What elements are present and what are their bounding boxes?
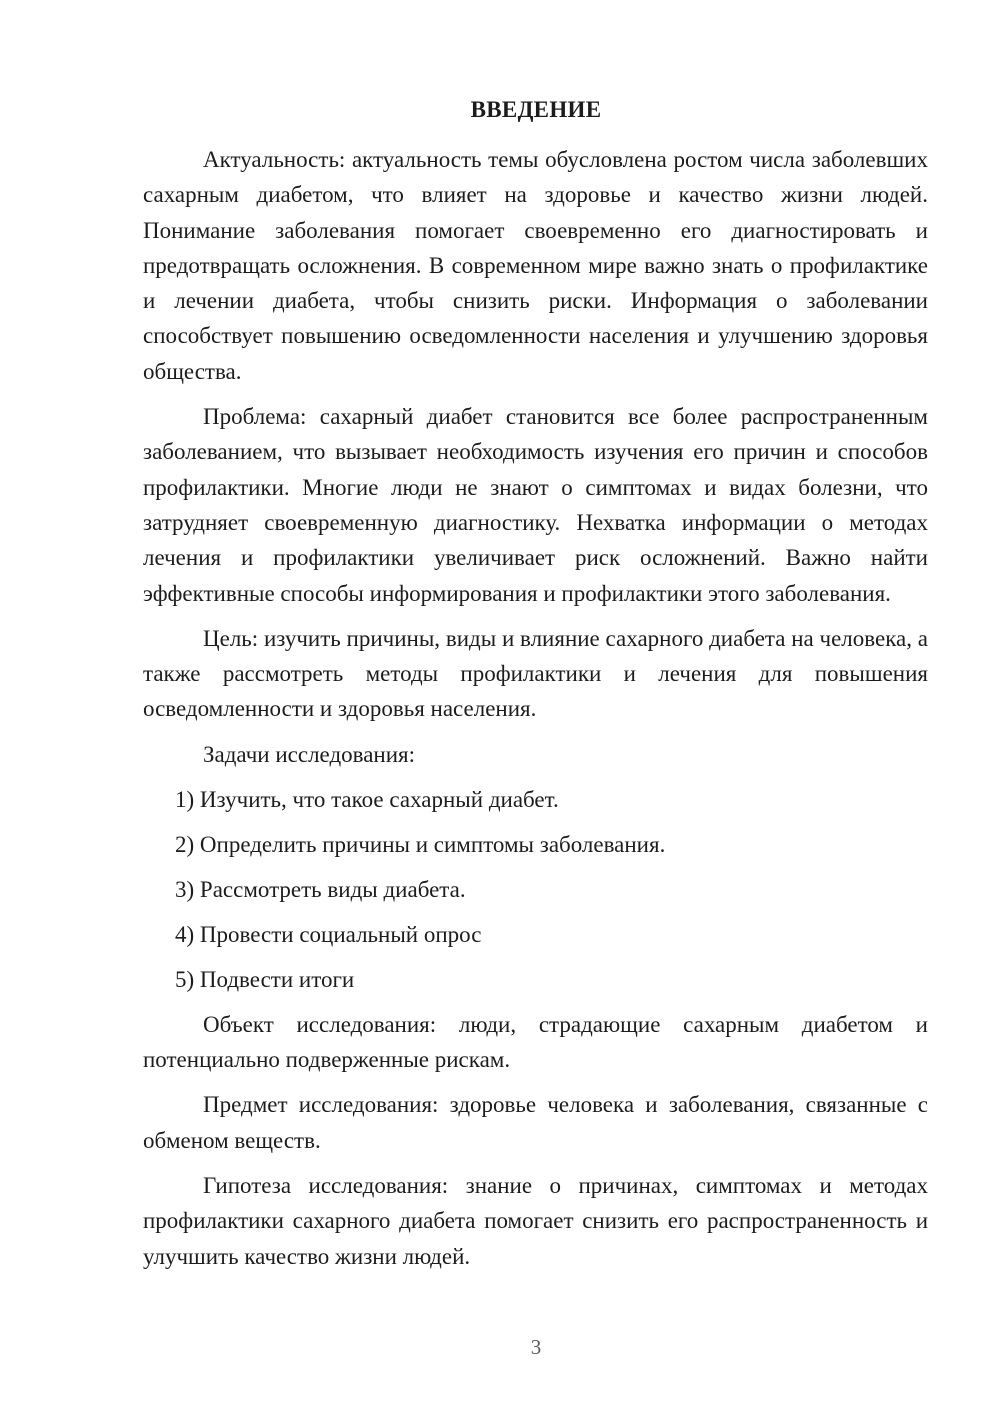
tasks-heading: Задачи исследования:	[203, 741, 416, 767]
list-item: 4) Провести социальный опрос	[175, 921, 482, 947]
paragraph-subject: Предмет исследования: здоровье человека и заболевания, связанные с обменом веществ.	[143, 1092, 928, 1153]
paragraph-relevance: Актуальность: актуальность темы обусловлена ростом числа заболевших сахарным диабетом, что влияет на здоровье и качество жизни людей. Понимание заболевания помогает своевременно его диагностировать и предотвращать осложнения. В современном мире важно знать о профилактике и лечении диабета, чтобы снизить риски. Информация о заболевании способствует повышению осведомленности населения и улучшению здоровья общества.	[143, 147, 928, 384]
document-body	[143, 142, 928, 1284]
paragraph-goal: Цель: изучить причины, виды и влияние сахарного диабета на человека, а также рассмотреть методы профилактики и лечения для повышения осведомленности и здоровья населения.	[143, 625, 928, 722]
list-item: 3) Рассмотреть виды диабета.	[175, 876, 466, 902]
paragraph-hypothesis: Гипотеза исследования: знание о причинах, симптомах и методах профилактики сахарного диабета помогает снизить его распространенность и улучшить качество жизни людей.	[143, 1172, 928, 1269]
page-number: 3	[530, 1335, 542, 1359]
page-title: ВВЕДЕНИЕ	[470, 97, 602, 122]
paragraph-problem: Проблема: сахарный диабет становится все более распространенным заболеванием, что вызывает необходимость изучения его причин и способов профилактики. Многие люди не знают о симптомах и видах болезни, что затрудняет своевременную диагностику. Нехватка информации о методах лечения и профилактики увеличивает риск осложнений. Важно найти эффективные способы информирования и профилактики этого заболевания.	[143, 404, 928, 606]
list-item: 1) Изучить, что такое сахарный диабет.	[175, 786, 559, 812]
tasks-list	[143, 782, 928, 997]
paragraph-object: Объект исследования: люди, страдающие сахарным диабетом и потенциально подверженные рискам.	[143, 1011, 928, 1073]
list-item: 2) Определить причины и симптомы заболевания.	[175, 831, 666, 857]
list-item: 5) Подвести итоги	[175, 966, 355, 992]
